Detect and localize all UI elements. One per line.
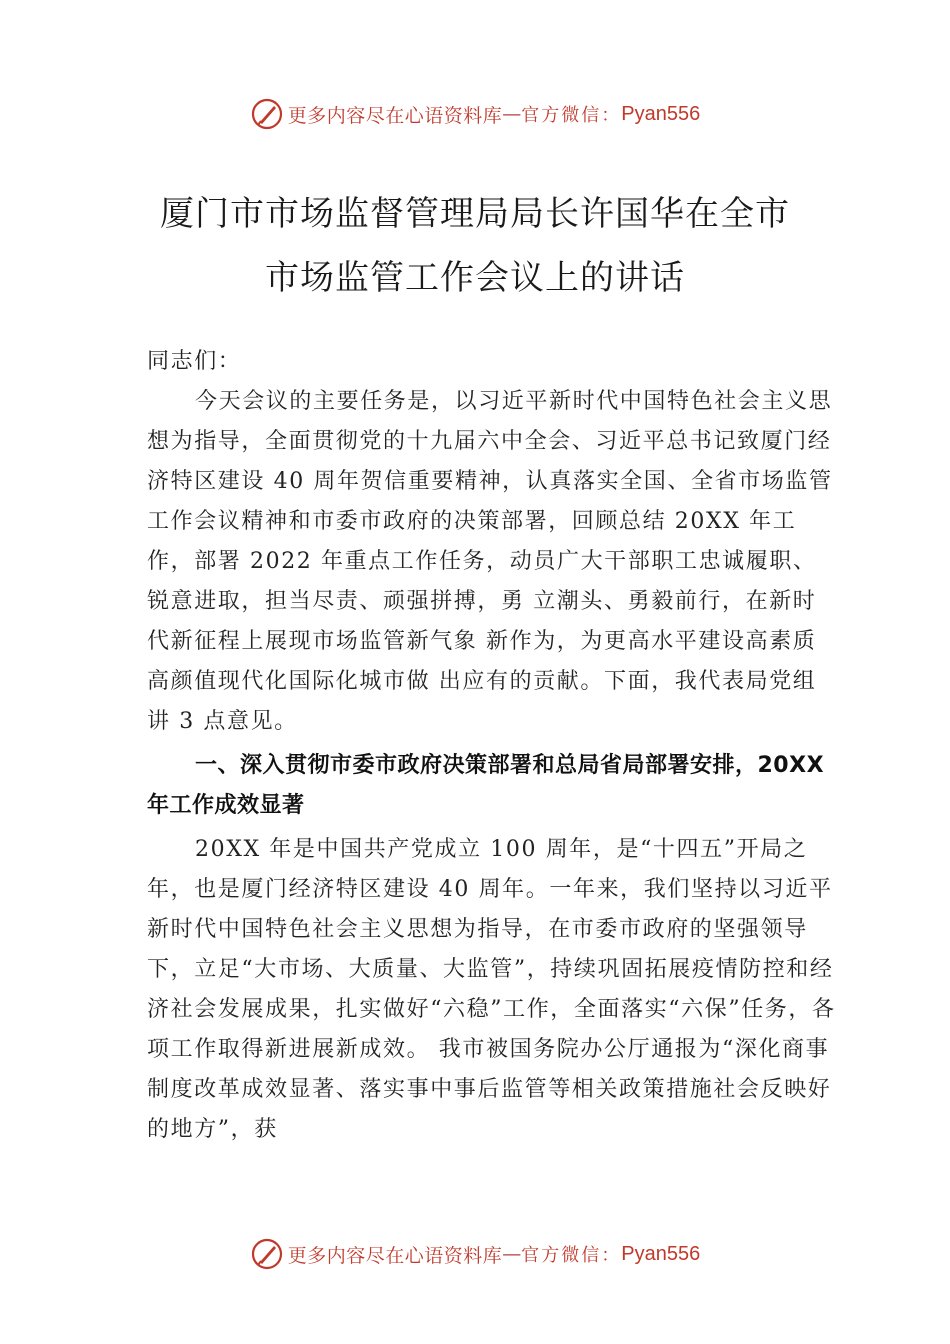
document-title-line-2: 市场监管工作会议上的讲话 <box>265 258 685 298</box>
watermark-wechat-label: 官方微信： <box>521 105 622 126</box>
watermark-wechat-id: Pyan556 <box>621 1242 701 1265</box>
document-title-line-1: 厦门市市场监督管理局局长许国华在全市 <box>160 194 790 234</box>
salutation: 同志们： <box>147 349 242 374</box>
quill-logo-icon <box>250 1237 284 1271</box>
quill-logo-icon <box>250 97 284 131</box>
watermark-dash: — <box>502 103 522 125</box>
watermark-dash: — <box>502 1243 522 1265</box>
watermark-site-text: 更多内容尽在心语资料库 <box>287 1244 503 1267</box>
paragraph-intro: 今天会议的主要任务是，以习近平新时代中国特色社会主义思想为指导，全面贯彻党的十九届六中全会、习近平总书记致厦门经济特区建设 40 周年贺信重要精神，认真落实全国、全省市场监管工作会议精神和市委市政府的决策部署，回顾总结 20XX 年工作，部署 2022 年重点工作任务，动员广大干部职工忠诚履职、锐意进取，担当尽责、顽强拼搏，勇 立潮头、勇毅前行，在新时代新征程上展现市场监管新气象 新作为，为更高水平建设高素质高颜值现代化国际化城市做 出应有的贡献。下面，我代表局党组讲 3 点意见。 <box>147 389 833 734</box>
watermark-banner-bottom <box>0 1234 950 1274</box>
watermark-site-text: 更多内容尽在心语资料库 <box>287 104 503 127</box>
section-heading-1: 一、深入贯彻市委市政府决策部署和总局省局部署安排，20XX 年工作成效显著 <box>147 753 825 818</box>
watermark-wechat-label: 官方微信： <box>521 1245 622 1266</box>
paragraph-section-1: 20XX 年是中国共产党成立 100 周年，是“十四五”开局之年，也是厦门经济特区建设 40 周年。一年来，我们坚持以习近平新时代中国特色社会主义思想为指导，在市委市政府的坚强领导下，立足“大市场、大质量、大监管”，持续巩固拓展疫情防控和经济社会发展成果，扎实做好“六稳”工作，全面落实“六保”任务，各项工作取得新进展新成效。 我市被国务院办公厅通报为“深化商事制度改革成效显著、落实事中事后监管等相关政策措施社会反映好的地方”，获 <box>147 837 836 1142</box>
watermark-wechat-id: Pyan556 <box>621 102 701 125</box>
watermark-banner-top <box>0 94 950 134</box>
